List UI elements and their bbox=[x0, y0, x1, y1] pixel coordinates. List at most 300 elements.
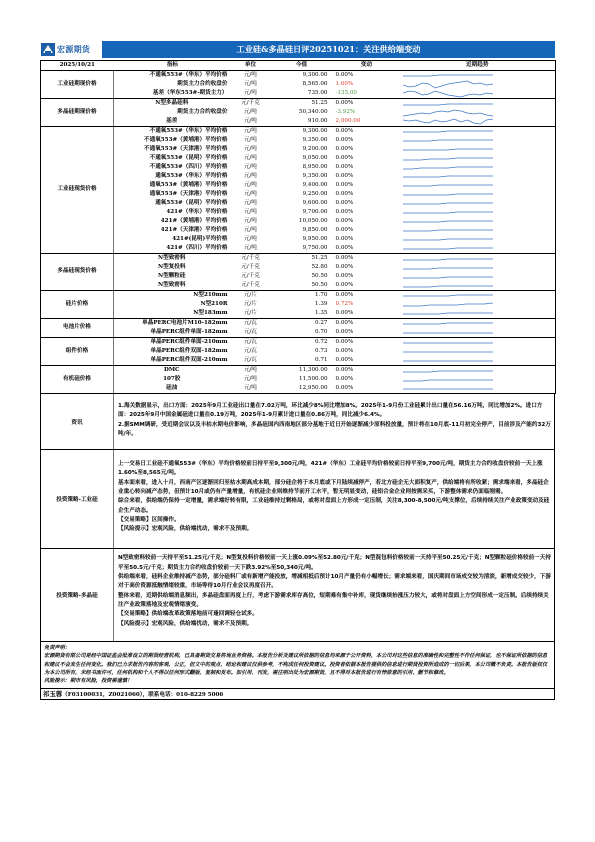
sparkline bbox=[400, 347, 498, 356]
table-row bbox=[41, 365, 556, 375]
sparkline-line bbox=[403, 203, 493, 204]
table-row bbox=[41, 290, 556, 300]
indicator-name: N型183mm bbox=[114, 309, 232, 319]
change-cell: 0.00% bbox=[335, 291, 354, 298]
sparkline bbox=[400, 366, 498, 375]
analyst-footer bbox=[40, 689, 555, 700]
sparkline-line bbox=[403, 104, 493, 105]
unit-cell: 元/瓦 bbox=[243, 319, 258, 326]
unit-cell: 元/吨 bbox=[243, 80, 258, 87]
trend-cell bbox=[400, 208, 556, 217]
value-cell: 51.25 bbox=[311, 99, 328, 106]
section-body bbox=[114, 450, 554, 548]
table-row bbox=[41, 384, 556, 394]
indicator-name: N型210mm bbox=[193, 291, 228, 298]
sparkline bbox=[400, 108, 498, 117]
section-paragraph: 1.海关数据显示，出口方面：2025年9月工业硅出口量在7.02万吨，环比减少8%同比增加8%。2025年1-9月份工业硅累计出口量在56.16万吨，同比增加2%。进口方面：2025年9月中国金属硅进口量在0.19万吨，2025年1-9月累计进口量在0.86万吨，同比减少6.4%。 bbox=[118, 402, 543, 419]
unit-cell: 元/片 bbox=[243, 291, 258, 298]
category-label: 工业硅期现价格 bbox=[41, 70, 114, 98]
trend-cell bbox=[400, 272, 556, 281]
change-cell: 0.00% bbox=[335, 208, 354, 215]
category-label: 有机硅价格 bbox=[41, 365, 114, 393]
change-cell: 0.00% bbox=[335, 272, 354, 279]
table-row bbox=[41, 217, 556, 226]
table-row bbox=[41, 318, 556, 328]
commentary-sections bbox=[40, 394, 555, 642]
sparkline-line bbox=[403, 110, 493, 116]
unit-cell: 元/片 bbox=[232, 309, 270, 319]
change-cell: 0.00% bbox=[335, 226, 354, 233]
sparkline bbox=[400, 254, 498, 263]
trend-cell bbox=[400, 126, 556, 136]
sparkline bbox=[400, 208, 498, 217]
value-cell: 9,700.00 bbox=[302, 208, 328, 215]
analyst-license: （F03100031，Z0021060） bbox=[62, 691, 143, 698]
category-label: 硅片价格 bbox=[41, 290, 114, 318]
sparkline-line bbox=[403, 286, 493, 287]
trend-cell bbox=[400, 356, 556, 366]
value-cell: 9,750.00 bbox=[270, 244, 334, 254]
sparkline bbox=[400, 181, 498, 190]
change-cell: 0.00% bbox=[335, 235, 354, 242]
change-cell: 0.00% bbox=[334, 328, 400, 338]
change-cell: 0.00% bbox=[335, 347, 354, 354]
indicator-name: 基差 bbox=[114, 117, 232, 127]
sparkline-line bbox=[403, 313, 493, 314]
table-row bbox=[41, 347, 556, 356]
indicator-name: N型复投料 bbox=[158, 263, 186, 270]
indicator-name: N型210R bbox=[200, 300, 228, 307]
unit-cell: 元/吨 bbox=[243, 172, 258, 179]
table-row bbox=[41, 375, 556, 384]
sparkline bbox=[400, 199, 498, 208]
indicator-name: 单晶PERC组件双面-182mm bbox=[150, 347, 228, 354]
sparkline-line bbox=[403, 212, 493, 213]
trend-cell bbox=[400, 145, 556, 154]
contact-phone: ，联系电话：010-8229 5006 bbox=[142, 691, 224, 698]
table-row bbox=[41, 309, 556, 319]
sparkline bbox=[400, 272, 498, 281]
disclaimer-heading: 免责声明： bbox=[44, 644, 70, 651]
table-row bbox=[41, 126, 556, 136]
indicator-name: 421#（黄埔港）平均价格 bbox=[160, 217, 228, 224]
sparkline-line bbox=[403, 221, 493, 222]
column-header-change: 变动 bbox=[334, 61, 400, 71]
trend-cell bbox=[400, 163, 556, 172]
unit-cell: 元/吨 bbox=[243, 163, 258, 170]
change-cell: 0.00% bbox=[335, 375, 354, 382]
unit-cell: 元/千克 bbox=[241, 263, 260, 270]
company-logo bbox=[40, 41, 102, 58]
sparkline bbox=[400, 145, 498, 154]
indicator-name: N型致密料 bbox=[158, 254, 186, 261]
indicator-name: 421#(昆明)平均价格 bbox=[172, 235, 228, 242]
disclaimer-text: 宏源期货有限公司是经中国证监会批准设立的期货经营机构，已具备期货交易咨询业务资格。本报告分析及建议所依据的信息均来源于公开资料，本公司对这些信息的准确性和完整性不作任何保证，也不保证所依据的信息和建议不会发生任何变化。我们已力求报告内容的客观、公正，但文中的观点、结论和建议仅供参考，不构成任何投资建议。投资者依据本报告提供的信息进行期货投资所造成的一切后果，本公司概不负责。本报告版权仅为本公司所有，未经书面许可，任何机构和个人不得以任何形式翻版、复制和发布。如引用、刊发，需注明出处为宏源期货，且不得对本报告进行有悖原意的引用、删节和修改。 bbox=[44, 653, 548, 677]
change-cell: 0.00% bbox=[334, 384, 400, 394]
change-cell: 0.00% bbox=[335, 127, 354, 134]
change-cell: 0.00% bbox=[335, 71, 354, 78]
column-header-value: 今值 bbox=[270, 61, 334, 71]
indicator-name: N型颗粒硅 bbox=[158, 272, 186, 279]
value-cell: 9,250.00 bbox=[302, 190, 328, 197]
value-cell: 9,300.00 bbox=[302, 127, 328, 134]
sparkline-line bbox=[403, 194, 493, 195]
table-row bbox=[41, 199, 556, 208]
change-cell: 0.00% bbox=[335, 338, 354, 345]
change-cell: 0.00% bbox=[335, 163, 354, 170]
unit-cell: 元/吨 bbox=[243, 199, 258, 206]
value-cell: 9,400.00 bbox=[302, 181, 328, 188]
section-paragraph: N型致密料较前一天持平至51.25元/千克；N型复投料价格较前一天上涨0.09%至52.80元/千克；N型混包料价格较前一天持平至50.25元/千克；N型颗粒硅价格较前一天持平至50.5元/千克；期货主力合约收盘价较前一天下跌3.92%至50,340元/吨。 bbox=[118, 555, 551, 571]
unit-cell: 元/吨 bbox=[232, 244, 270, 254]
table-row bbox=[41, 80, 556, 89]
change-cell: 0.00% bbox=[335, 199, 354, 206]
sparkline bbox=[400, 136, 498, 145]
sparkline-line bbox=[403, 259, 493, 260]
category-label: 电池片价格 bbox=[41, 318, 114, 337]
indicator-name: 通氧553#（昆明）平均价格 bbox=[155, 199, 228, 206]
value-cell: 10,050.00 bbox=[299, 217, 328, 224]
sparkline bbox=[400, 384, 498, 393]
unit-cell: 元/瓦 bbox=[243, 338, 258, 345]
indicator-name: 期货主力合约收盘价 bbox=[177, 108, 228, 115]
trend-cell bbox=[400, 365, 556, 375]
sparkline bbox=[400, 172, 498, 181]
commentary-section bbox=[40, 394, 555, 450]
unit-cell: 元/千克 bbox=[241, 254, 260, 261]
sparkline bbox=[400, 226, 498, 235]
change-cell: 0.00% bbox=[335, 366, 354, 373]
change-cell: 0.00% bbox=[335, 136, 354, 143]
column-header-indicator: 指标 bbox=[114, 61, 232, 71]
table-header-row bbox=[41, 61, 556, 71]
change-cell: 0.00% bbox=[334, 281, 400, 291]
value-cell: 51.25 bbox=[311, 254, 328, 261]
sparkline bbox=[400, 319, 498, 328]
table-row bbox=[41, 136, 556, 145]
trend-cell bbox=[400, 263, 556, 272]
unit-cell: 元/瓦 bbox=[232, 356, 270, 366]
value-cell: 0.72 bbox=[315, 338, 328, 345]
sparkline-line bbox=[403, 380, 493, 381]
disclaimer bbox=[40, 642, 555, 689]
value-cell: 9,200.00 bbox=[302, 145, 328, 152]
sparkline bbox=[400, 328, 498, 337]
section-paragraph: 供给端来看，硅料企业维持减产态势，部分硅料厂或有新增产能投放，增减相抵后预计10月产量仍有小幅增长；需求端来看，国庆期间市场成交较为清淡，新增成交较少，下游对于高价资源抵触情绪较重，市场等待10月行业会议再度召开。 bbox=[118, 574, 551, 590]
table-row bbox=[41, 208, 556, 217]
commentary-section bbox=[40, 549, 555, 641]
value-cell: 0.27 bbox=[315, 319, 328, 326]
indicator-name: 不通氧553#（四川）平均价格 bbox=[149, 163, 228, 170]
table-row bbox=[41, 172, 556, 181]
sparkline-line bbox=[403, 75, 493, 76]
trend-cell bbox=[400, 328, 556, 338]
sparkline bbox=[400, 338, 498, 347]
trend-cell bbox=[400, 80, 556, 89]
change-cell: 0.00% bbox=[335, 145, 354, 152]
trend-cell bbox=[400, 181, 556, 190]
change-cell: 0.00% bbox=[335, 217, 354, 224]
indicator-name: DMC bbox=[164, 366, 180, 373]
category-label: 多晶硅期现价格 bbox=[41, 98, 114, 126]
change-cell: 0.72% bbox=[335, 300, 354, 307]
indicator-name: 421#（四川）平均价格 bbox=[114, 244, 232, 254]
trend-cell bbox=[400, 226, 556, 235]
section-label: 投资策略-多晶硅 bbox=[41, 549, 114, 640]
trend-cell bbox=[400, 347, 556, 356]
indicator-name: 硅油 bbox=[114, 384, 232, 394]
trend-cell bbox=[400, 281, 556, 291]
table-row bbox=[41, 337, 556, 347]
column-header-unit: 单位 bbox=[232, 61, 270, 71]
indicator-name: 421#（华东）平均价格 bbox=[166, 208, 228, 215]
sparkline bbox=[400, 89, 498, 98]
report-title: 工业硅&多晶硅日评20251021：关注供给端变动 bbox=[102, 41, 555, 58]
sparkline-line bbox=[403, 268, 493, 269]
unit-cell: 元/吨 bbox=[243, 108, 258, 115]
change-cell: 0.00% bbox=[335, 181, 354, 188]
sparkline bbox=[400, 217, 498, 226]
sparkline bbox=[400, 71, 498, 80]
analyst-name: 祁玉蓉 bbox=[43, 689, 63, 698]
change-cell: 0.00% bbox=[335, 154, 354, 161]
indicator-name: 期货主力合约收盘价 bbox=[177, 80, 228, 87]
sparkline bbox=[400, 235, 498, 244]
trend-cell bbox=[400, 309, 556, 319]
indicator-name: 单晶PERC电池片M10-182mm bbox=[142, 319, 228, 326]
indicator-name: 通氧553#（天津港）平均价格 bbox=[149, 190, 228, 197]
value-cell: 9,600.00 bbox=[302, 199, 328, 206]
unit-cell: 元/吨 bbox=[243, 366, 258, 373]
section-body bbox=[114, 394, 554, 449]
section-paragraph: 基本面来看，进入十月，西南产区逐渐回归至枯水期高成本期，部分硅企将于本月底或下月陆续减停产，若北方硅企无大面积复产，供给端将有所收紧；需求端来看，多晶硅企业重心转向减产态势，但预计10月或仍有产量增量，有机硅企业则维持节前开工水平，暂无明显变动，硅铝合金企业则按需采买，下游整体需求仍面临刚需。 bbox=[118, 479, 549, 495]
category-label: 多晶硅现货价格 bbox=[41, 253, 114, 290]
indicator-name: 不通氧553#（黄埔港）平均价格 bbox=[144, 136, 228, 143]
change-cell: 0.00% bbox=[335, 254, 354, 261]
indicator-name: 不通氧553#（天津港）平均价格 bbox=[144, 145, 228, 152]
unit-cell: 元/吨 bbox=[243, 71, 258, 78]
trend-cell bbox=[400, 290, 556, 300]
indicator-name: 不通氧553#（华东）平均价格 bbox=[149, 127, 228, 134]
table-row bbox=[41, 98, 556, 108]
report-header bbox=[40, 41, 555, 58]
sparkline bbox=[400, 375, 498, 384]
value-cell: 11,300.00 bbox=[299, 366, 328, 373]
table-row bbox=[41, 244, 556, 254]
unit-cell: 元/吨 bbox=[243, 208, 258, 215]
sparkline-line bbox=[403, 303, 493, 306]
sparkline bbox=[400, 300, 498, 309]
unit-cell: 元/瓦 bbox=[243, 347, 258, 354]
table-row bbox=[41, 70, 556, 80]
sparkline-line bbox=[403, 230, 493, 231]
value-cell: 910.00 bbox=[270, 117, 334, 127]
section-paragraph: 上一交易日工业硅不通氧553#（华东）平均价格较前日持平至9,300元/吨，421#（华东）工业硅平均价格较前日持平至9,700元/吨，期货主力合约收盘价较前一天上涨1.60%至8,565元/吨。 bbox=[118, 461, 543, 477]
table-row bbox=[41, 163, 556, 172]
unit-cell: 元/吨 bbox=[232, 117, 270, 127]
sparkline bbox=[400, 190, 498, 199]
sparkline bbox=[400, 281, 498, 290]
table-body bbox=[41, 70, 556, 393]
value-cell: 12,950.00 bbox=[270, 384, 334, 394]
section-paragraph: 【风险提示】宏观风险，供给端扰动，需求不及预期。 bbox=[118, 526, 253, 533]
trend-cell bbox=[400, 154, 556, 163]
trend-cell bbox=[400, 98, 556, 108]
logo-text: 宏源期货 bbox=[57, 45, 91, 54]
sparkline-line bbox=[403, 277, 493, 278]
change-cell: 1.60% bbox=[335, 80, 354, 87]
trend-cell bbox=[400, 235, 556, 244]
unit-cell: 元/吨 bbox=[232, 89, 270, 99]
table-row bbox=[41, 117, 556, 127]
sparkline-line bbox=[403, 91, 493, 97]
table-row bbox=[41, 181, 556, 190]
indicator-name: 421#（天津港）平均价格 bbox=[160, 226, 228, 233]
change-cell: 0.00% bbox=[334, 356, 400, 366]
unit-cell: 元/吨 bbox=[243, 217, 258, 224]
value-cell: 1.35 bbox=[270, 309, 334, 319]
sparkline-line bbox=[403, 295, 493, 296]
section-paragraph: 【交易策略】区间操作。 bbox=[118, 516, 180, 523]
sparkline-line bbox=[403, 185, 493, 186]
change-cell: -135.00 bbox=[334, 89, 400, 99]
sparkline-line bbox=[403, 176, 493, 177]
unit-cell: 元/吨 bbox=[243, 181, 258, 188]
sparkline-line bbox=[403, 81, 493, 88]
unit-cell: 元/千克 bbox=[241, 99, 260, 106]
trend-cell bbox=[400, 190, 556, 199]
table-row bbox=[41, 190, 556, 199]
change-cell: 0.00% bbox=[335, 172, 354, 179]
trend-cell bbox=[400, 217, 556, 226]
value-cell: 0.71 bbox=[270, 356, 334, 366]
value-cell: 52.80 bbox=[311, 263, 328, 270]
price-table bbox=[40, 60, 556, 394]
table-row bbox=[41, 154, 556, 163]
indicator-name: N型多晶硅料 bbox=[155, 99, 189, 106]
change-cell: 0.00% bbox=[334, 309, 400, 319]
category-label: 组件价格 bbox=[41, 337, 114, 365]
section-body bbox=[114, 549, 554, 640]
sparkline-line bbox=[403, 149, 493, 150]
trend-cell bbox=[400, 136, 556, 145]
sparkline-line bbox=[403, 167, 493, 169]
table-row bbox=[41, 328, 556, 338]
unit-cell: 元/吨 bbox=[243, 190, 258, 197]
table-row bbox=[41, 272, 556, 281]
table-row bbox=[41, 300, 556, 309]
unit-cell: 元/吨 bbox=[243, 154, 258, 161]
value-cell: 9,950.00 bbox=[302, 235, 328, 242]
trend-cell bbox=[400, 89, 556, 99]
table-row bbox=[41, 145, 556, 154]
sparkline-line bbox=[403, 323, 493, 324]
sparkline-line bbox=[403, 131, 493, 132]
column-header-trend: 近期趋势 bbox=[400, 61, 556, 71]
value-cell: 1.70 bbox=[315, 291, 328, 298]
change-cell: -3.92% bbox=[335, 108, 356, 115]
value-cell: 0.70 bbox=[270, 328, 334, 338]
value-cell: 8,950.00 bbox=[302, 163, 328, 170]
value-cell: 0.73 bbox=[315, 347, 328, 354]
sparkline-line bbox=[403, 158, 493, 160]
unit-cell: 元/吨 bbox=[232, 384, 270, 394]
sparkline bbox=[400, 291, 498, 300]
sparkline-line bbox=[403, 371, 493, 372]
table-row bbox=[41, 235, 556, 244]
sparkline bbox=[400, 244, 498, 253]
value-cell: 8,565.00 bbox=[302, 80, 328, 87]
sparkline-line bbox=[403, 248, 493, 249]
value-cell: 11,500.00 bbox=[299, 375, 328, 382]
unit-cell: 元/吨 bbox=[243, 136, 258, 143]
sparkline bbox=[400, 356, 498, 365]
sparkline bbox=[400, 309, 498, 318]
change-cell: 0.00% bbox=[335, 319, 354, 326]
sparkline bbox=[400, 263, 498, 272]
indicator-name: N型致密料 bbox=[114, 281, 232, 291]
value-cell: 9,050.00 bbox=[302, 154, 328, 161]
sparkline bbox=[400, 99, 498, 108]
trend-cell bbox=[400, 108, 556, 117]
trend-cell bbox=[400, 199, 556, 208]
unit-cell: 元/吨 bbox=[243, 226, 258, 233]
value-cell: 1.39 bbox=[315, 300, 328, 307]
value-cell: 50.50 bbox=[311, 272, 328, 279]
column-header-date: 2025/10/21 bbox=[41, 61, 114, 71]
trend-cell bbox=[400, 384, 556, 394]
value-cell: 9,300.00 bbox=[302, 71, 328, 78]
sparkline bbox=[400, 154, 498, 163]
indicator-name: 通氧553#（华东）平均价格 bbox=[155, 172, 228, 179]
unit-cell: 元/千克 bbox=[241, 272, 260, 279]
trend-cell bbox=[400, 318, 556, 328]
table-row bbox=[41, 89, 556, 99]
section-label: 资讯 bbox=[41, 394, 114, 449]
trend-cell bbox=[400, 337, 556, 347]
trend-cell bbox=[400, 117, 556, 127]
section-paragraph: 【交易策略】供给端改革政策落地前可逢回调轻仓试多。 bbox=[118, 611, 258, 618]
value-cell: 9,850.00 bbox=[302, 226, 328, 233]
table-row bbox=[41, 253, 556, 263]
value-cell: 50.50 bbox=[270, 281, 334, 291]
indicator-name: 不通氧553#（昆明）平均价格 bbox=[149, 154, 228, 161]
trend-cell bbox=[400, 244, 556, 254]
sparkline bbox=[400, 80, 498, 89]
change-cell: 0.00% bbox=[335, 190, 354, 197]
indicator-name: 单晶PERC组件单面-182mm bbox=[114, 328, 232, 338]
indicator-name: 单晶PERC组件双面-210mm bbox=[114, 356, 232, 366]
indicator-name: 通氧553#（黄埔港）平均价格 bbox=[149, 181, 228, 188]
indicator-name: 基差（华东553#-期货主力） bbox=[114, 89, 232, 99]
trend-cell bbox=[400, 253, 556, 263]
table-row bbox=[41, 281, 556, 291]
value-cell: 9,350.00 bbox=[302, 136, 328, 143]
unit-cell: 元/吨 bbox=[243, 145, 258, 152]
trend-cell bbox=[400, 172, 556, 181]
section-paragraph: 综合来看，供给端仍保持一定增量，需求端好转有限，工业硅维持过剩格局，或将对盘面上方形成一定压制，关注8,300-8,500元/吨支撑位，后续持续关注产业政策变动及硅企生产动态。 bbox=[118, 498, 550, 514]
section-paragraph: 【风险提示】宏观风险，供给端扰动，需求不及预期。 bbox=[118, 620, 253, 627]
sparkline-line bbox=[403, 140, 493, 141]
indicator-name: 单晶PERC组件单面-210mm bbox=[150, 338, 228, 345]
indicator-name: 107胶 bbox=[163, 375, 181, 382]
table-row bbox=[41, 226, 556, 235]
table-row bbox=[41, 108, 556, 117]
value-cell: 9,350.00 bbox=[302, 172, 328, 179]
trend-cell bbox=[400, 300, 556, 309]
indicator-name: 不通氧553#（华东）平均价格 bbox=[149, 71, 228, 78]
commentary-section bbox=[40, 450, 555, 549]
